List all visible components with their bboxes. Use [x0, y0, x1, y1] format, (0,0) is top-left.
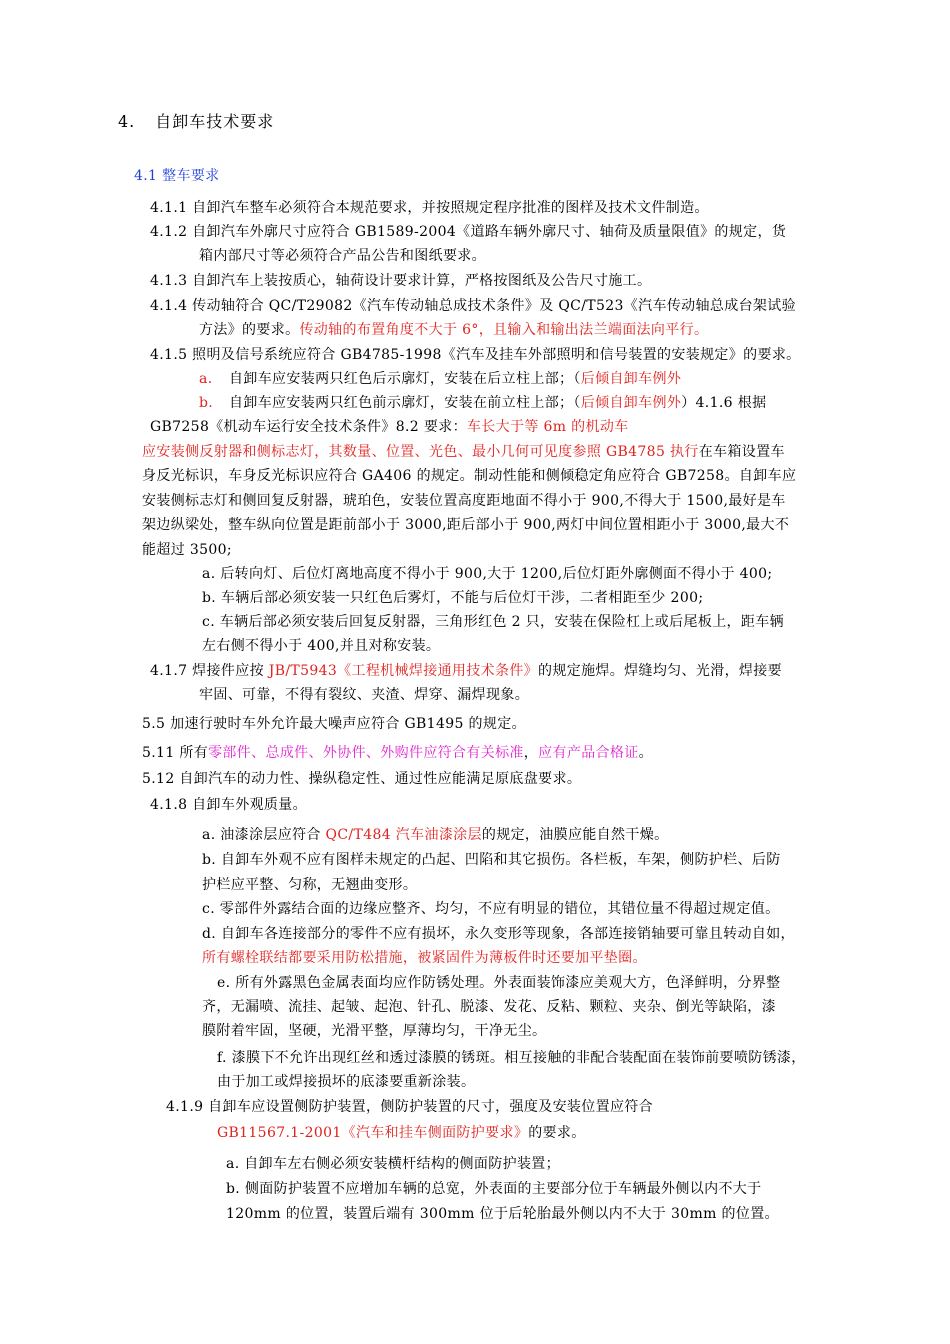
para-4-1-9-b-line2: 120mm 的位置，装置后端有 300mm 位于后轮胎最外侧以内不大于 30mm 的位置。 — [226, 1206, 779, 1222]
para-4-1-8: 4.1.8 自卸车外观质量。 — [150, 797, 307, 813]
para-4-1-8-e-line2: 齐，无漏喷、流挂、起皱、起泡、针孔、脱漆、发花、反粘、颗粒、夹杂、倒光等缺陷，漆 — [202, 999, 776, 1015]
para-5-12: 5.12 自卸汽车的动力性、操纵稳定性、通过性应能满足原底盘要求。 — [142, 771, 582, 787]
para-4-1-8-b-line1: b. 自卸车外观不应有图样未规定的凸起、凹陷和其它损伤。各栏板，车架，侧防护栏、后防 — [202, 852, 781, 868]
para-4-1-8-f-line1: f. 漆膜下不允许出现红丝和透过漆膜的锈斑。相互接触的非配合装配面在装饰前要喷防锈漆， — [217, 1050, 806, 1066]
para-4-1-8-e-line1: e. 所有外露黑色金属表面均应作防锈处理。外表面装饰漆应美观大方，色泽鲜明，分界整 — [217, 975, 781, 991]
highlight-magenta: 应有产品合格证 — [538, 745, 639, 761]
section-title: 自卸车技术要求 — [155, 112, 275, 131]
para-4-1-4-line2 — [199, 321, 708, 339]
para-text: 自卸车应安装两只红色前示廓灯，安装在前立柱上部；（ — [229, 395, 581, 411]
list-marker: a. — [199, 371, 213, 387]
para-4-1-6-c-line2: 左右侧不得小于 400,并且对称安装。 — [202, 638, 441, 654]
para-text: 的规定，油膜应能自然干燥。 — [481, 827, 669, 843]
para-4-1-6-c-line1: c. 车辆后部必须安装后回复反射器，三角形红色 2 只，安装在保险杠上或后尾板上，距车辆 — [202, 614, 784, 630]
para-4-1-9-b-line1: b. 侧面防护装置不应增加车辆的总宽，外表面的主要部分位于车辆最外侧以内不大于 — [226, 1181, 762, 1197]
para-4-1-6-b: b. 车辆后部必须安装一只红色后雾灯，不能与后位灯干涉，二者相距至少 200; — [202, 590, 704, 606]
para-4-1-9-line2 — [217, 1124, 586, 1142]
para-text: 自卸车应安装两只红色后示廓灯，安装在后立柱上部；（ — [229, 371, 581, 387]
subsection-heading: 4.1 整车要求 — [134, 168, 220, 184]
para-4-1-8-e-line3: 膜附着牢固，坚硬，光滑平整，厚薄均匀，干净无尘。 — [202, 1023, 547, 1039]
para-5-11 — [142, 744, 653, 762]
list-marker: b. — [199, 395, 214, 411]
para-text: a. 油漆涂层应符合 — [202, 827, 326, 843]
para-text: 的规定施焊。焊缝均匀、光滑，焊接要 — [538, 663, 782, 679]
para-text: 的要求。 — [528, 1125, 586, 1141]
para-4-1-4-line1: 4.1.4 传动轴符合 QC/T29082《汽车传动轴总成技术条件》及 QC/T523《汽车传动轴总成台架试验 — [150, 298, 796, 314]
highlight-magenta: 零部件、总成件、外协件、外购件应符合有关标准 — [208, 745, 524, 761]
para-5-5: 5.5 加速行驶时车外允许最大噪声应符合 GB1495 的规定。 — [142, 716, 526, 732]
para-4-1-2-line2: 箱内部尺寸等必须符合产品公告和图纸要求。 — [199, 248, 486, 264]
para-4-1-5: 4.1.5 照明及信号系统应符合 GB4785-1998《汽车及挂车外部照明和信号装置的安装规定》的要求。 — [150, 347, 801, 363]
para-text: 5.11 所有 — [142, 745, 209, 761]
para-4-1-6-line1 — [150, 418, 629, 436]
para-4-1-9-line1: 4.1.9 自卸车应设置侧防护装置，侧防护装置的尺寸，强度及安装位置应符合 — [166, 1099, 654, 1115]
para-4-1-8-b-line2: 护栏应平整、匀称，无翘曲变形。 — [202, 877, 418, 893]
section-heading — [118, 113, 274, 131]
para-4-1-5-b — [199, 394, 766, 412]
para-4-1-1: 4.1.1 自卸汽车整车必须符合本规范要求，并按照规定程序批准的图样及技术文件制造。 — [150, 200, 709, 216]
para-4-1-6-line5: 架边纵梁处，整车纵向位置是距前部小于 3000,距后部小于 900,两灯中间位置相距小于 3000,最大不 — [142, 517, 790, 533]
para-text: 在车箱设置车 — [698, 444, 785, 460]
para-4-1-6-line6: 能超过 3500; — [142, 542, 232, 558]
para-4-1-6-line3: 身反光标识，车身反光标识应符合 GA406 的规定。制动性能和侧倾稳定角应符合 GB7258。自卸车应 — [142, 468, 797, 484]
highlight-red: 后倾自卸车例外 — [580, 395, 682, 411]
para-4-1-5-a — [199, 370, 681, 388]
para-text: 4.1.7 焊接件应按 — [150, 663, 269, 679]
section-number: 4. — [118, 112, 136, 131]
para-4-1-8-d-line1: d. 自卸车各连接部分的零件不应有损坏，永久变形等现象，各部连接销轴要可靠且转动自如， — [202, 926, 795, 942]
para-4-1-9-a: a. 自卸车左右侧必须安装横杆结构的侧面防护装置； — [226, 1156, 560, 1172]
para-text: 方法》的要求。 — [199, 322, 300, 338]
para-4-1-7-line1 — [150, 662, 782, 680]
para-4-1-7-line2: 牢固、可靠，不得有裂纹、夹渣、焊穿、漏焊现象。 — [199, 687, 530, 703]
highlight-red: 应安装侧反射器和侧标志灯，其数量、位置、光色、最小几何可见度参照 GB4785 执行 — [142, 444, 699, 460]
highlight-red: JB/T5943《工程机械焊接通用技术条件》 — [268, 663, 539, 679]
para-4-1-8-c: c. 零部件外露结合面的边缘应整齐、均匀，不应有明显的错位，其错位量不得超过规定值。 — [202, 901, 780, 917]
para-4-1-8-a — [202, 826, 668, 844]
highlight-red: QC/T484 汽车油漆涂层 — [325, 827, 482, 843]
para-4-1-8-d-line2: 所有螺栓联结都要采用防松措施，被紧固件为薄板件时还要加平垫圈。 — [202, 950, 647, 966]
para-4-1-8-f-line2: 由于加工或焊接损坏的底漆要重新涂装。 — [217, 1074, 476, 1090]
para-text: GB7258《机动车运行安全技术条件》8.2 要求： — [150, 419, 467, 435]
para-text: 。 — [638, 745, 653, 761]
highlight-red: 车长大于等 6m 的机动车 — [466, 419, 629, 435]
highlight-red: 传动轴的布置角度不大于 6°，且输入和输出法兰端面法向平行。 — [299, 322, 709, 338]
highlight-red: 后倾自卸车例外 — [580, 371, 682, 387]
para-4-1-3: 4.1.3 自卸汽车上装按质心，轴荷设计要求计算，严格按图纸及公告尺寸施工。 — [150, 273, 652, 289]
para-4-1-6-line4: 安装侧标志灯和侧回复反射器，琥珀色，安装位置高度距地面不得小于 900,不得大于 1500,最好是车 — [142, 493, 786, 509]
para-text: ， — [523, 745, 539, 761]
highlight-red: GB11567.1-2001《汽车和挂车侧面防护要求》 — [217, 1125, 529, 1141]
para-text: ）4.1.6 根据 — [681, 395, 767, 411]
para-4-1-2-line1: 4.1.2 自卸汽车外廓尺寸应符合 GB1589-2004《道路车辆外廓尺寸、轴荷及质量限值》的规定，货 — [150, 224, 787, 240]
para-4-1-6-a: a. 后转向灯、后位灯离地高度不得小于 900,大于 1200,后位灯距外廓侧面不得小于 400; — [202, 566, 773, 582]
para-4-1-6-line2 — [142, 443, 785, 461]
